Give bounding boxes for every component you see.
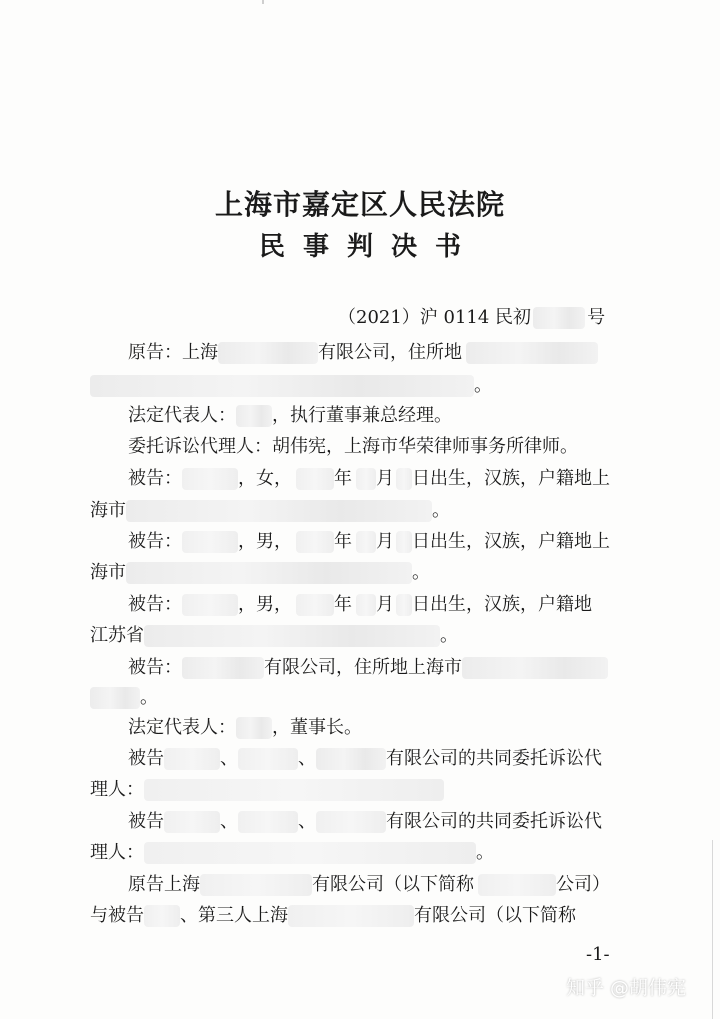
legal-rep-line bbox=[128, 404, 452, 428]
defendant-gender: ，女， bbox=[238, 468, 292, 489]
redaction bbox=[144, 905, 180, 927]
legal-rep-role: ，执行董事兼总经理。 bbox=[272, 405, 452, 426]
redaction bbox=[396, 468, 412, 490]
redaction bbox=[164, 811, 220, 833]
joint-agent-1-cont bbox=[90, 778, 444, 802]
redaction bbox=[356, 468, 376, 490]
body-text: 公司） bbox=[556, 874, 610, 895]
redaction bbox=[296, 468, 334, 490]
plaintiff-address-line bbox=[90, 374, 492, 398]
redaction bbox=[296, 531, 334, 553]
body-text: 、第三人上海 bbox=[180, 905, 288, 926]
redaction bbox=[90, 687, 140, 709]
redaction bbox=[218, 342, 318, 364]
redaction bbox=[144, 625, 440, 647]
redaction bbox=[238, 748, 298, 770]
defendant-4-line bbox=[128, 656, 608, 680]
redaction bbox=[182, 657, 264, 679]
birth-text: 日出生，汉族，户籍地上 bbox=[412, 468, 610, 489]
legal-rep-label: 法定代表人： bbox=[128, 717, 236, 738]
defendant-2-line bbox=[128, 530, 610, 554]
separator: 、 bbox=[220, 811, 238, 832]
redaction bbox=[238, 811, 298, 833]
redaction bbox=[462, 657, 608, 679]
body-line-2 bbox=[90, 904, 576, 928]
plaintiff-line bbox=[128, 341, 598, 365]
redaction bbox=[478, 874, 556, 896]
body-text: 有限公司（以下简称 bbox=[312, 874, 474, 895]
redaction bbox=[182, 594, 238, 616]
agent-label: 理人： bbox=[90, 842, 144, 863]
separator: 、 bbox=[220, 748, 238, 769]
defendant-3-line bbox=[128, 593, 592, 617]
plaintiff-label: 原告：上海 bbox=[128, 342, 218, 363]
defendant-4-address bbox=[90, 686, 158, 710]
body-text: 原告上海 bbox=[128, 874, 200, 895]
redaction bbox=[164, 748, 220, 770]
defendant-1-line bbox=[128, 467, 610, 491]
defendant-gender: ，男， bbox=[238, 594, 292, 615]
punctuation: 。 bbox=[474, 375, 492, 396]
document-title: 民事判决书 bbox=[258, 232, 479, 262]
redaction bbox=[182, 531, 238, 553]
redaction bbox=[396, 531, 412, 553]
redaction bbox=[356, 594, 376, 616]
plaintiff-address-label: 有限公司，住所地 bbox=[318, 342, 462, 363]
punctuation: 。 bbox=[140, 687, 158, 708]
page-edge-mark bbox=[262, 0, 264, 4]
page-number: -1- bbox=[586, 944, 610, 965]
redaction bbox=[200, 874, 312, 896]
watermark: 知乎 @胡伟宪 bbox=[566, 977, 687, 999]
city-label: 海市 bbox=[90, 500, 126, 521]
defendant-label: 被告： bbox=[128, 531, 182, 552]
birth-text: 日出生，汉族，户籍地 bbox=[412, 594, 592, 615]
separator: 、 bbox=[298, 748, 316, 769]
redaction bbox=[236, 717, 272, 739]
defendant-2-address bbox=[90, 561, 430, 585]
case-number-suffix: 号 bbox=[587, 307, 606, 328]
redaction bbox=[144, 842, 476, 864]
defendant-gender: ，男， bbox=[238, 531, 292, 552]
joint-agent-2-line bbox=[128, 810, 602, 834]
redaction bbox=[126, 562, 412, 584]
year-label: 年 bbox=[334, 594, 352, 615]
punctuation: 。 bbox=[432, 500, 450, 521]
punctuation: 。 bbox=[476, 842, 494, 863]
birth-text: 日出生，汉族，户籍地上 bbox=[412, 531, 610, 552]
body-text: 有限公司（以下简称 bbox=[414, 905, 576, 926]
defendant-1-address bbox=[90, 499, 450, 523]
month-label: 月 bbox=[376, 594, 394, 615]
redaction bbox=[316, 811, 386, 833]
redaction bbox=[533, 307, 585, 329]
redaction bbox=[288, 905, 414, 927]
redaction bbox=[126, 500, 432, 522]
redaction bbox=[182, 468, 238, 490]
redaction bbox=[144, 779, 444, 801]
case-number-prefix: （2021）沪 0114 民初 bbox=[338, 307, 532, 328]
separator: 、 bbox=[298, 811, 316, 832]
defendant-label: 被告： bbox=[128, 657, 182, 678]
joint-agent-text: 有限公司的共同委托诉讼代 bbox=[386, 748, 602, 769]
page-edge-shadow bbox=[712, 840, 713, 1019]
redaction bbox=[236, 405, 272, 427]
court-name: 上海市嘉定区人民法院 bbox=[214, 188, 505, 221]
redaction bbox=[396, 594, 412, 616]
case-number bbox=[338, 306, 605, 330]
body-text: 与被告 bbox=[90, 905, 144, 926]
punctuation: 。 bbox=[440, 625, 458, 646]
joint-agent-1-line bbox=[128, 747, 602, 771]
body-line-1 bbox=[128, 873, 610, 897]
province-label: 江苏省 bbox=[90, 625, 144, 646]
punctuation: 。 bbox=[412, 562, 430, 583]
legal-rep-2-line bbox=[128, 716, 362, 740]
defendant-label: 被告 bbox=[128, 811, 164, 832]
month-label: 月 bbox=[376, 468, 394, 489]
month-label: 月 bbox=[376, 531, 394, 552]
legal-rep-label: 法定代表人： bbox=[128, 405, 236, 426]
redaction bbox=[466, 342, 598, 364]
defendant-label: 被告： bbox=[128, 594, 182, 615]
joint-agent-2-cont bbox=[90, 841, 494, 865]
redaction bbox=[356, 531, 376, 553]
redaction bbox=[296, 594, 334, 616]
agent-line: 委托诉讼代理人：胡伟宪，上海市华荣律师事务所律师。 bbox=[128, 436, 578, 457]
redaction bbox=[90, 375, 474, 397]
joint-agent-text: 有限公司的共同委托诉讼代 bbox=[386, 811, 602, 832]
agent-label: 理人： bbox=[90, 779, 144, 800]
city-label: 海市 bbox=[90, 562, 126, 583]
year-label: 年 bbox=[334, 531, 352, 552]
defendant-label: 被告： bbox=[128, 468, 182, 489]
redaction bbox=[316, 748, 386, 770]
year-label: 年 bbox=[334, 468, 352, 489]
defendant-3-address bbox=[90, 624, 458, 648]
defendant-label: 被告 bbox=[128, 748, 164, 769]
legal-rep-role: ，董事长。 bbox=[272, 717, 362, 738]
defendant-company-text: 有限公司，住所地上海市 bbox=[264, 657, 462, 678]
